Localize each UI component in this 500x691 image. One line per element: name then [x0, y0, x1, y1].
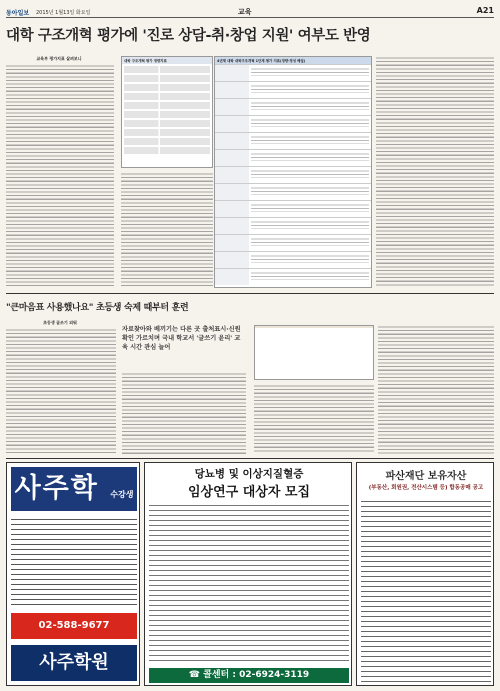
saju-academy-ad[interactable]: [6, 462, 140, 686]
ad-callcenter: ☎ 콜센터 : 02-6924-3119: [149, 668, 349, 683]
section-name: 교육: [238, 8, 252, 16]
guide-table: [254, 325, 374, 380]
table-row: [124, 102, 210, 109]
table-row: [215, 81, 371, 98]
box-label: 교육부 평가지표 살펴보니: [36, 56, 82, 61]
masthead: [6, 4, 494, 18]
ad-details: [361, 499, 491, 683]
body-text: [254, 384, 374, 454]
table-row: [124, 75, 210, 82]
page-number: A21: [476, 6, 494, 15]
issue-date: 2015년 1월13일 화요일: [36, 10, 91, 16]
table-row: [215, 149, 371, 166]
sub-label: 초등생 글쓰기 외워: [43, 320, 77, 325]
ad-divider: [6, 458, 494, 459]
table-row: [215, 217, 371, 234]
table-row: [124, 93, 210, 100]
ad-brand: [11, 467, 137, 511]
table-title: 대학 구조개혁 평가 정량지표: [122, 57, 212, 64]
ad-phone: 02-588-9677: [11, 613, 137, 639]
table-row: [215, 115, 371, 132]
ad-subtitle: (부동산, 회원권, 전산시스템 등) 합동공매 공고: [368, 485, 484, 491]
table-row: [124, 120, 210, 127]
ad-title: 당뇨병 및 이상지질혈증: [194, 468, 304, 480]
body-text: [378, 325, 494, 454]
table-row: [215, 268, 371, 285]
table-row: [215, 251, 371, 268]
table-title: 4년제 대학 대학구조개혁 1단계 평가 지표(정량·정성 해설): [215, 57, 371, 64]
table-row: [215, 98, 371, 115]
ad-details: [149, 503, 349, 663]
body-text: [122, 372, 246, 454]
ad-title: 파산재단 보유자산: [385, 471, 467, 482]
ad-title-2: 임상연구 대상자 모집: [187, 485, 311, 500]
table-row: [215, 132, 371, 149]
publication-name: 동아일보: [6, 10, 30, 17]
table-row: [124, 84, 210, 91]
ad-brand-subtext: 수강생: [110, 490, 134, 499]
main-headline: 대학 구조개혁 평가에 '진로 상담-취·창업 지원' 여부도 반영: [6, 28, 371, 44]
ad-logo: 사주학원: [11, 645, 137, 681]
table-title: [255, 326, 373, 328]
table-row: [124, 66, 210, 73]
body-text: [6, 328, 116, 454]
clinical-trial-ad[interactable]: [144, 462, 352, 686]
table-row: [215, 234, 371, 251]
evaluation-table: [214, 56, 372, 288]
bankruptcy-auction-ad[interactable]: [356, 462, 494, 686]
table-row: [215, 200, 371, 217]
body-text: [6, 64, 114, 288]
body-text: [121, 172, 213, 288]
table-row: [124, 111, 210, 118]
ad-details: [11, 517, 137, 609]
body-text: [376, 56, 494, 288]
pull-quote: 자료찾아와 베끼기는 다른 곳 출처표시·신원 확인 가르치며 국내 학교서 '글쓰기 윤리' 교육 시간 관심 늘어: [122, 326, 241, 351]
indicator-table: [121, 56, 213, 168]
ad-brand-text: 사주학: [14, 473, 99, 504]
section-divider: [6, 293, 494, 294]
second-headline: "큰마음표 사용했나요" 초등생 숙제 때부터 훈련: [6, 303, 189, 313]
table-row: [124, 147, 210, 154]
table-row: [124, 129, 210, 136]
table-row: [215, 166, 371, 183]
table-row: [215, 183, 371, 200]
table-row: [215, 64, 371, 81]
table-row: [124, 138, 210, 145]
